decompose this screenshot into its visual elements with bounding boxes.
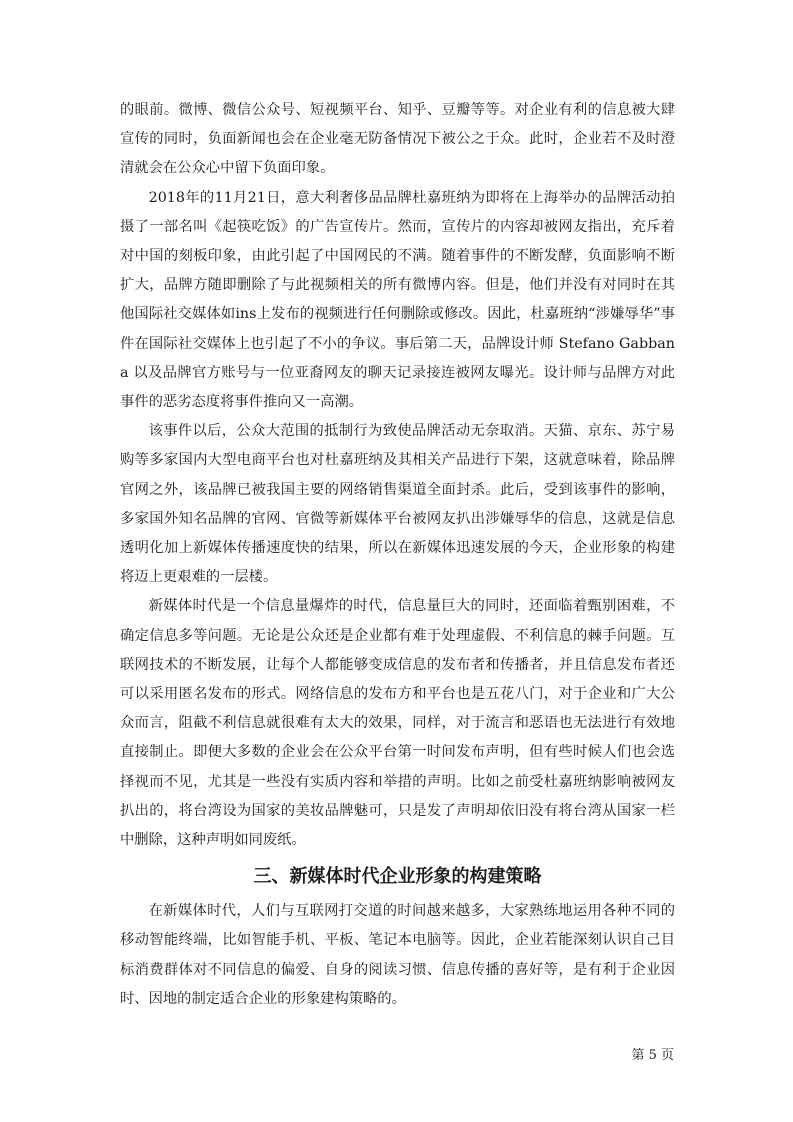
paragraph-information-era: 新媒体时代是一个信息量爆炸的时代，信息量巨大的同时，还面临着甄别困难，不确定信息多等问题。无论是公众还是企业都有难于处理虚假、不利信息的棘手问题。互联网技术的不断发展，让每个人都能够变成信息的发布者和传播者，并且信息发布者还可以采用匿名发布的形式。网络信息的发布方和平台也是五花八门，对于企业和广大公众而言，阻截不利信息就很难有太大的效果，同样，对于流言和恶语也无法进行有效地直接制止。即便大多数的企业会在公众平台第一时间发布声明，但有些时候人们也会选择视而不见，尤其是一些没有实质内容和举措的声明。比如之前受杜嘉班纳影响被网友扒出的，将台湾设为国家的美妆品牌魅可，只是发了声明却依旧没有将台湾从国家一栏中删除，这种声明如同废纸。	[120, 598, 675, 849]
page-footer	[0, 1044, 793, 1063]
paragraph-continuation: 的眼前。微博、微信公众号、短视频平台、知乎、豆瓣等等。对企业有利的信息被大肆宣传的同时，负面新闻也会在企业毫无防备情况下被公之于众。此时，企业若不及时澄清就会在公众心中留下负面印象。	[120, 102, 675, 177]
page-number: 第 5 页	[631, 1048, 674, 1063]
paragraph-boycott: 该事件以后，公众大范围的抵制行为致使品牌活动无奈取消。天猫、京东、苏宁易购等多家国内大型电商平台也对杜嘉班纳及其相关产品进行下架，这就意味着，除品牌官网之外，该品牌已被我国主要的网络销售渠道全面封杀。此后，受到该事件的影响，多家国外知名品牌的官网、官微等新媒体平台被网友扒出涉嫌辱华的信息，这就是信息透明化加上新媒体传播速度快的结果，所以在新媒体迅速发展的今天，企业形象的构建将迈上更艰难的一层楼。	[120, 423, 675, 586]
page-body	[120, 96, 675, 1014]
section-heading: 三、新媒体时代企业形象的构建策略	[253, 866, 542, 888]
paragraph-strategy-intro: 在新媒体时代，人们与互联网打交道的时间越来越多，大家熟练地运用各种不同的移动智能终端，比如智能手机、平板、笔记本电脑等。因此，企业若能深刻认识自己目标消费群体对不同信息的偏爱、自身的阅读习惯、信息传播的喜好等，是有利于企业因时、因地的制定适合企业的形象建构策略的。	[120, 903, 675, 1007]
paragraph-dg-incident: 2018年的11月21日，意大利奢侈品品牌杜嘉班纳为即将在上海举办的品牌活动拍摄了一部名叫《起筷吃饭》的广告宣传片。然而，宣传片的内容却被网友指出，充斥着对中国的刻板印象，由此引起了中国网民的不满。随着事件的不断发酵，负面影响不断扩大，品牌方随即删除了与此视频相关的所有微博内容。但是，他们并没有对同时在其他国际社交媒体如ins上发布的视频进行任何删除或修改。因此，杜嘉班纳“涉嫌辱华”事件在国际社交媒体上也引起了不小的争议。事后第二天，品牌设计师 Stefano Gabbana 以及品牌官方账号与一位亚裔网友的聊天记录接连被网友曝光。设计师与品牌方对此事件的恶劣态度将事件推向又一高潮。	[120, 189, 675, 411]
